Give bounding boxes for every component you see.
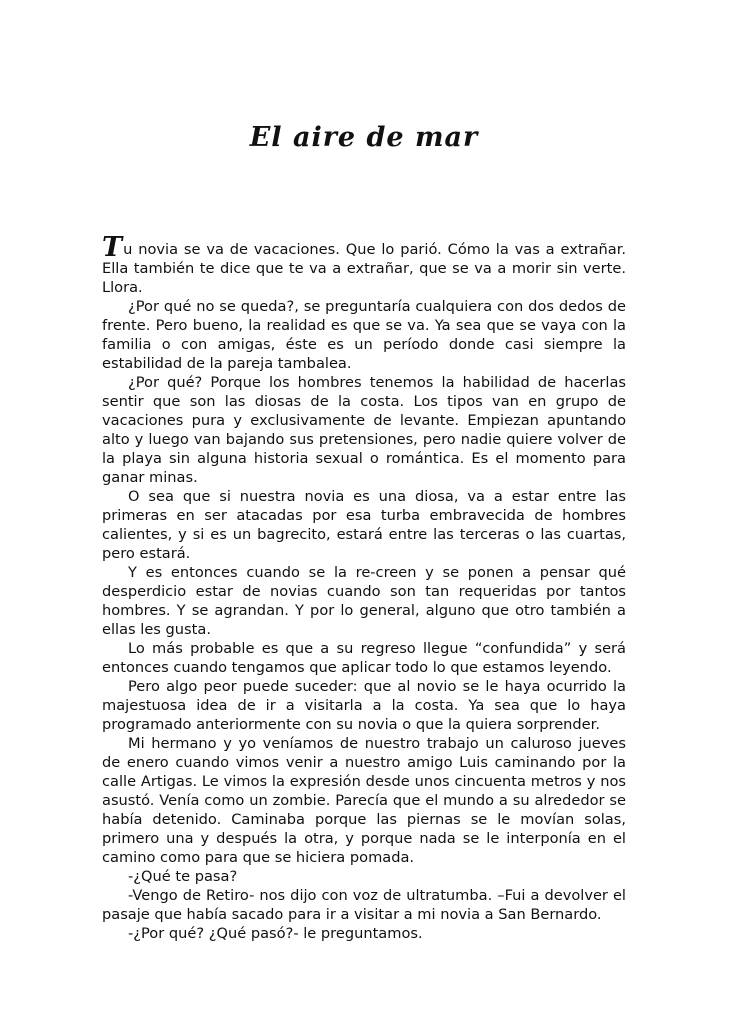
dialogue-line-1: -¿Qué te pasa? xyxy=(128,868,238,885)
paragraph-8: Mi hermano y yo veníamos de nuestro trabajo un caluroso jueves de enero cuando vimos venir a nuestro amigo Luis caminando por la calle Artigas. Le vimos la expresión desde unos cincuenta metros y nos asustó. Venía como un zombie. Parecía que el mundo a su alrededor se había detenido. Caminaba porque las piernas se le movían solas, primero una y después la otra, y porque nada se le interponía en el camino como para que se hiciera pomada. xyxy=(102,735,626,866)
paragraph-6: Lo más probable es que a su regreso llegue “confundida” y será entonces cuando tengamos que aplicar todo lo que estamos leyendo. xyxy=(102,640,626,676)
drop-cap: T xyxy=(102,232,123,263)
paragraph-4: O sea que si nuestra novia es una diosa, va a estar entre las primeras en ser atacadas por esa turba embravecida de hombres calientes, y si es un bagrecito, estará entre las terceras o las cuartas, pero estará. xyxy=(102,488,626,562)
dialogue-line-3: -¿Por qué? ¿Qué pasó?- le preguntamos. xyxy=(128,925,423,942)
dialogue-line-2: -Vengo de Retiro- nos dijo con voz de ultratumba. –Fui a devolver el pasaje que había sacado para ir a visitar a mi novia a San Bernardo. xyxy=(102,887,626,923)
paragraph-1 xyxy=(102,232,626,297)
paragraph-7: Pero algo peor puede suceder: que al novio se le haya ocurrido la majestuosa idea de ir a visitarla a la costa. Ya sea que lo haya programado anteriormente con su novia o que la quiera sorprender. xyxy=(102,678,626,733)
paragraph-2: ¿Por qué no se queda?, se preguntaría cualquiera con dos dedos de frente. Pero bueno, la realidad es que se va. Ya sea que se vaya con la familia o con amigas, éste es un período donde casi siempre la estabilidad de la pareja tambalea. xyxy=(102,298,626,372)
paragraph-1-text: u novia se va de vacaciones. Que lo parió. Cómo la vas a extrañar. Ella también te dice que te va a extrañar, que se va a morir sin verte. Llora. xyxy=(102,241,626,296)
paragraph-3: ¿Por qué? Porque los hombres tenemos la habilidad de hacerlas sentir que son las diosas de la costa. Los tipos van en grupo de vacaciones pura y exclusivamente de levante. Empiezan apuntando alto y luego van bajando sus pretensiones, pero nadie quiere volver de la playa sin alguna historia sexual o romántica. Es el momento para ganar minas. xyxy=(102,374,626,486)
paragraph-5: Y es entonces cuando se la re-creen y se ponen a pensar qué desperdicio estar de novias cuando son tan requeridas por tantos hombres. Y se agrandan. Y por lo general, alguno que otro también a ellas les gusta. xyxy=(102,564,626,638)
page-title: El aire de mar xyxy=(249,122,479,153)
body-text xyxy=(102,232,626,943)
